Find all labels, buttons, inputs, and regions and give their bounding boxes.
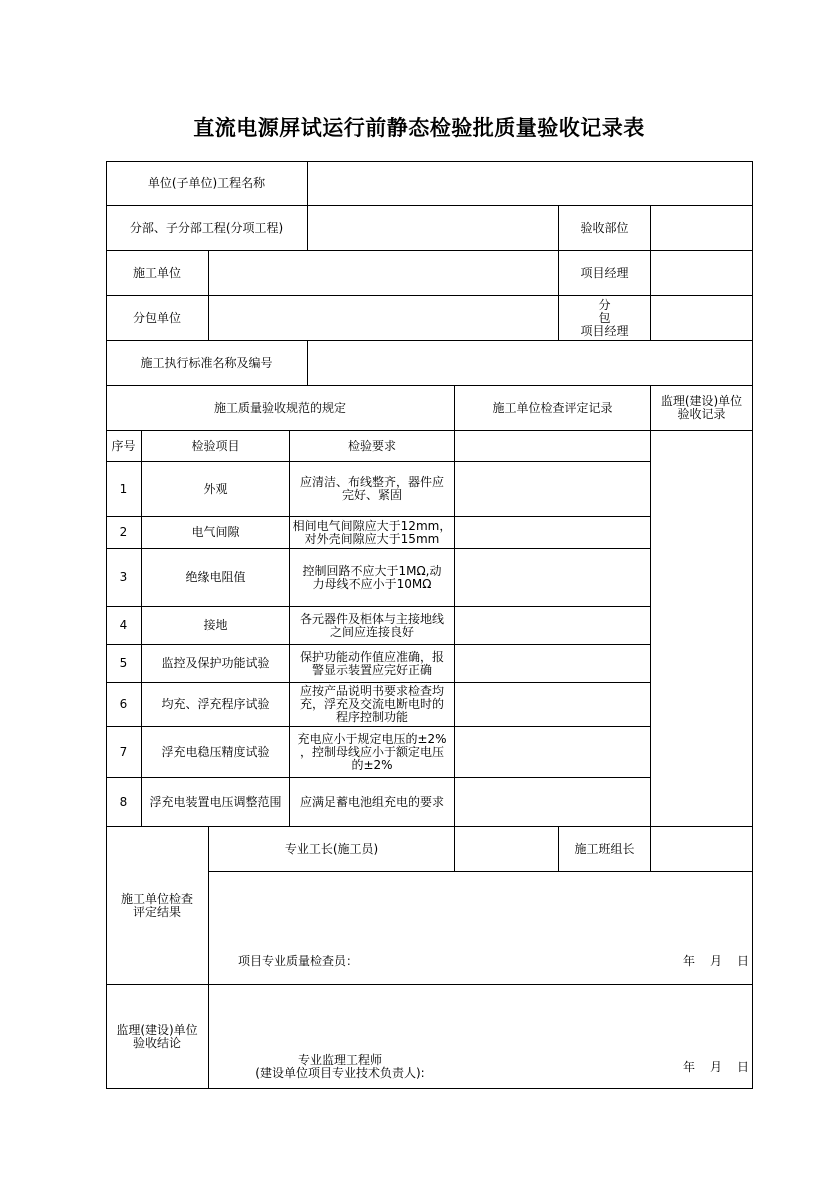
item-record-cell[interactable] <box>455 683 651 727</box>
construction-unit-label: 施工单位 <box>106 251 209 296</box>
project-manager-label: 项目经理 <box>559 251 651 296</box>
supervisor-header-line2: 验收记录 <box>677 407 726 421</box>
date-day: 日 <box>737 954 750 968</box>
item-no: 4 <box>106 607 142 645</box>
item-requirement <box>290 727 455 778</box>
requirement-line: 应满足蓄电池组充电的要求 <box>299 794 444 809</box>
sub-pm-label-line2: 项目经理 <box>580 323 629 338</box>
requirement-line: 程序控制功能 <box>335 710 408 724</box>
record-header: 施工单位检查评定记录 <box>455 386 651 431</box>
col-req-header: 检验要求 <box>290 431 455 462</box>
item-name: 电气间隙 <box>142 517 290 549</box>
requirement-line: 各元器件及柜体与主接地线 <box>299 611 444 626</box>
requirement-line: ，控制母线应小于额定电压 <box>299 744 444 759</box>
spec-header: 施工质量验收规范的规定 <box>106 386 455 431</box>
item-no: 3 <box>106 549 142 607</box>
requirement-line: 保护功能动作值应准确，报 <box>299 649 444 664</box>
item-record-cell[interactable] <box>455 727 651 778</box>
construction-result-field[interactable] <box>209 872 753 985</box>
col-item-header: 检验项目 <box>142 431 290 462</box>
standard-label: 施工执行标准名称及编号 <box>106 341 308 386</box>
item-requirement <box>290 645 455 683</box>
item-record-cell[interactable] <box>455 607 651 645</box>
date-year-2: 年 <box>683 1060 696 1074</box>
item-requirement <box>290 683 455 727</box>
item-name: 浮充电稳压精度试验 <box>142 727 290 778</box>
requirement-line: 充，浮充及交流电断电时的 <box>299 697 444 711</box>
foreman-field[interactable] <box>455 827 559 872</box>
item-no: 6 <box>106 683 142 727</box>
team-leader-label: 施工班组长 <box>559 827 651 872</box>
requirement-line: 控制回路不应大于1MΩ,动 <box>302 563 442 578</box>
date-day-2: 日 <box>737 1060 750 1074</box>
sub-pm-field[interactable] <box>651 296 753 341</box>
sub-pm-label-b: 包 <box>598 310 611 325</box>
requirement-line: 完好、紧固 <box>341 488 402 502</box>
item-record-cell[interactable] <box>455 645 651 683</box>
date-year: 年 <box>683 954 696 968</box>
inspector-label: 项目专业质量检查员： <box>238 954 359 968</box>
item-requirement <box>290 549 455 607</box>
item-requirement <box>290 462 455 517</box>
requirement-line: 对外壳间隙应大于15mm <box>304 531 440 546</box>
requirement-line: 之间应连接良好 <box>329 624 414 639</box>
requirement-line: 应清洁、布线整齐，器件应 <box>299 475 444 489</box>
supervisor-conclusion-line2: 验收结论 <box>132 1035 181 1050</box>
supervisor-record-cell[interactable] <box>651 431 753 827</box>
item-requirement <box>290 517 455 549</box>
acceptance-part-label: 验收部位 <box>559 206 651 251</box>
requirement-line: 应按产品说明书要求检查均 <box>299 684 444 698</box>
sub-pm-label <box>559 296 651 341</box>
requirement-line: 警显示装置应完好正确 <box>311 662 432 677</box>
supervisor-conclusion-line1: 监理(建设)单位 <box>116 1022 198 1037</box>
item-record-cell[interactable] <box>455 517 651 549</box>
subcontract-unit-label: 分包单位 <box>106 296 209 341</box>
foreman-label: 专业工长(施工员) <box>209 827 455 872</box>
page-title: 直流电源屏试运行前静态检验批质量验收记录表 <box>193 115 645 140</box>
item-no: 8 <box>106 778 142 827</box>
item-no: 5 <box>106 645 142 683</box>
record-cell[interactable] <box>455 431 651 462</box>
supervisor-conclusion-label <box>106 985 209 1089</box>
engineer-label-line1: 专业监理工程师 <box>297 1053 382 1067</box>
standard-field[interactable] <box>308 341 753 386</box>
subproject-field[interactable] <box>308 206 559 251</box>
item-record-cell[interactable] <box>455 549 651 607</box>
supervisor-header <box>651 386 753 431</box>
engineer-label-line2: (建设单位项目专业技术负责人): <box>255 1066 425 1080</box>
item-no: 1 <box>106 462 142 517</box>
item-no: 7 <box>106 727 142 778</box>
construction-result-line2: 评定结果 <box>132 904 181 919</box>
date-month-2: 月 <box>710 1060 723 1074</box>
requirement-line: 充电应小于规定电压的±2% <box>297 731 447 746</box>
project-name-field[interactable] <box>308 161 753 206</box>
subcontract-unit-field[interactable] <box>209 296 559 341</box>
date-month: 月 <box>710 954 723 968</box>
supervisor-header-line1: 监理(建设)单位 <box>660 394 743 408</box>
acceptance-part-field[interactable] <box>651 206 753 251</box>
item-requirement <box>290 778 455 827</box>
construction-result-line1: 施工单位检查 <box>120 891 193 906</box>
subproject-label: 分部、子分部工程(分项工程) <box>106 206 308 251</box>
col-no-header: 序号 <box>106 431 142 462</box>
project-name-label: 单位(子单位)工程名称 <box>106 161 308 206</box>
project-manager-field[interactable] <box>651 251 753 296</box>
item-name: 绝缘电阻值 <box>142 549 290 607</box>
item-name: 外观 <box>142 462 290 517</box>
requirement-line: 相间电气间隙应大于12mm， <box>292 518 452 533</box>
item-name: 浮充电装置电压调整范围 <box>142 778 290 827</box>
requirement-line: 的±2% <box>351 757 393 772</box>
item-requirement <box>290 607 455 645</box>
requirement-line: 力母线不应小于10MΩ <box>312 576 432 591</box>
construction-result-label <box>106 827 209 985</box>
item-name: 均充、浮充程序试验 <box>142 683 290 727</box>
engineer-label <box>240 1054 440 1080</box>
item-no: 2 <box>106 517 142 549</box>
item-record-cell[interactable] <box>455 778 651 827</box>
team-leader-field[interactable] <box>651 827 753 872</box>
item-name: 接地 <box>142 607 290 645</box>
item-name: 监控及保护功能试验 <box>142 645 290 683</box>
item-record-cell[interactable] <box>455 462 651 517</box>
sub-pm-label-a: 分 <box>598 297 611 312</box>
construction-unit-field[interactable] <box>209 251 559 296</box>
